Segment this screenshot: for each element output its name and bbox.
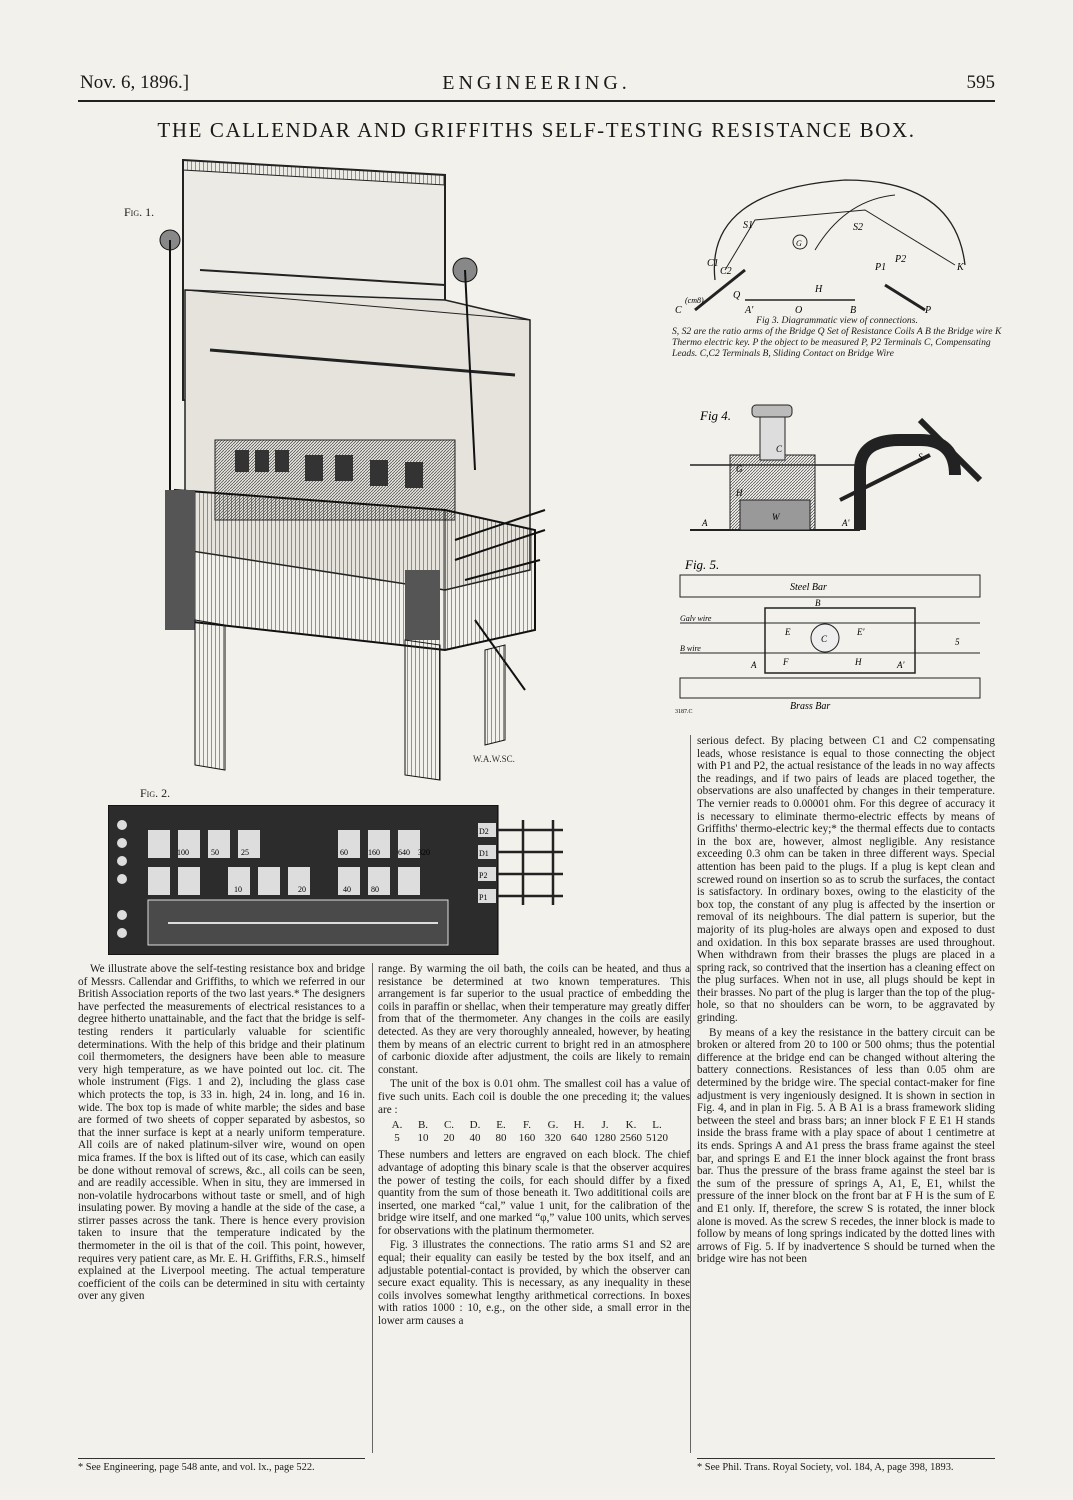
fig2-plug-640: 640 bbox=[398, 848, 410, 857]
fig3-diagram bbox=[665, 170, 1000, 315]
fig4-label-a: A bbox=[702, 518, 708, 528]
fig5-label-b: B bbox=[815, 598, 821, 608]
fig3-caption-body: S, S2 are the ratio arms of the Bridge Q Set of Resistance Coils A B the Bridge wire K Thermo electric key. P the object to be measured P, P2 Terminals C, Compensating Leads. C,C2 Terminals B, Sliding Contact on Bridge Wire bbox=[672, 326, 1002, 359]
fig4-label-w: W bbox=[772, 512, 780, 522]
coil-letter: H. bbox=[573, 1119, 585, 1132]
coil-letter: D. bbox=[469, 1119, 481, 1132]
fig3-label-cm8: (cm8) bbox=[685, 296, 704, 305]
fig2-term-p1: P1 bbox=[479, 893, 488, 902]
fig4-label-h: H bbox=[736, 488, 743, 498]
fig2-plug-160: 160 bbox=[368, 848, 380, 857]
coil-letters-row bbox=[384, 1119, 690, 1132]
fig2-plug-25: 25 bbox=[241, 848, 249, 857]
coil-letter: L. bbox=[652, 1119, 662, 1132]
fig5-label-h: H bbox=[855, 657, 862, 667]
coil-value: 80 bbox=[495, 1131, 507, 1144]
footnote-left: * See Engineering, page 548 ante, and vol. lx., page 522. bbox=[78, 1458, 365, 1474]
col1-para-1: We illustrate above the self-testing resistance box and bridge of Messrs. Callendar and Griffiths, to which we referred in our British Association reports of the two last years.* The designers have perfected the measurements of electrical resistances to a degree hitherto unattainable, and the fact that the bridge is self-testing renders it particularly valuable for scientific determinations. With the help of this bridge and their platinum coil thermometers, the designers have been able to measure very high temperature, as we have pointed out loc. cit. The whole instrument (Figs. 1 and 2), including the glass case which protects the top, is 33 in. high, 24 in. long, and 16 in. wide. The box top is made of white marble; the sides and base are formed of two sheets of copper separated by asbestos, so that the inner surface is kept at a nearly uniform temperature. All coils are of naked platinum-silver wire, wound on open mica frames. If the box is lifted out of its case, which can easily be done without removal of screws, &c., all coils can be seen, and are readily accessible. When in situ, they are immersed in non-volatile hydrocarbons without taste or smell, and of high insulating power. By moving a handle at the side of the case, a stirrer passes across the tank. There is hence every provision taken to insure that the temperature indicated by the thermometer in the oil is that of the coil. This point, however, requires very patient care, as Mr. E. H. Griffiths, F.R.S., himself explained at the Liverpool meeting. The actual temperature coefficient of the coils can be determined in situ with certainty over any given bbox=[78, 963, 365, 1303]
coil-letter: K. bbox=[625, 1119, 637, 1132]
coil-value: 320 bbox=[544, 1131, 562, 1144]
fig5-label-brass-bar: Brass Bar bbox=[790, 701, 831, 712]
fig2-term-d2: D2 bbox=[479, 827, 489, 836]
issue-date: Nov. 6, 1896.] bbox=[80, 72, 190, 93]
fig1-signature: W.A.W.SC. bbox=[473, 754, 515, 764]
fig4-label-a1: A' bbox=[842, 518, 850, 528]
fig4-label-c: C bbox=[776, 444, 783, 454]
footnote-right: * See Phil. Trans. Royal Society, vol. 184, A, page 398, 1893. bbox=[697, 1458, 995, 1474]
fig3-label-q: Q bbox=[733, 290, 741, 301]
fig5-caption: Fig. 5. bbox=[685, 557, 720, 572]
fig4-label-g: G bbox=[736, 464, 743, 474]
fig3-label-g: G bbox=[796, 239, 802, 248]
col2-para-3: These numbers and letters are engraved on each block. The chief advantage of adopting this binary scale is that the observer acquires the power of testing the coils, for each should differ by a fixed quantity from the sum of those beneath it. Two addititional coils are inserted, one marked “cal,” value 1 unit, for the calibration of the bridge wire itself, and one marked “φ,” value 100 units, which serves for observations with the platinum thermometer. bbox=[378, 1149, 690, 1237]
fig3-label-b: B bbox=[850, 305, 857, 315]
coil-value: 10 bbox=[417, 1131, 429, 1144]
fig2-plug-10: 10 bbox=[234, 885, 242, 894]
fig5-label-a: A bbox=[751, 660, 757, 670]
fig5-mark: 3187.C bbox=[675, 709, 693, 713]
fig2-plug-20: 20 bbox=[298, 885, 306, 894]
fig3-label-a: A' bbox=[745, 305, 754, 315]
fig2-plan-view bbox=[108, 805, 578, 955]
coil-letter: B. bbox=[417, 1119, 429, 1132]
fig1-illustration bbox=[155, 150, 575, 790]
col3-para-1: serious defect. By placing between C1 and C2 compensating leads, whose resistance is equal to those connecting the object with P1 and P2, the actual resistance of the leads in no way affects the readings, and if two pairs of leads are placed together, the observations are also unaffected by changes in their temperature. The vernier reads to 0.00001 ohm. For this degree of accuracy it is necessary to eliminate thermo-electric effects by means of Griffiths' thermo-electric key;* the thermal effects due to contacts in the box are, however, almost negligible. Any resistance exceeding 0.3 ohm can be taken in three different ways. Special attention has been paid to the plugs. If a plug is kept clean and screwed round on insertion so as to scrub the surfaces, the contact is satisfactory. In ordinary boxes, owing to the elasticity of the box top, the constant of any plug is affected by the insertion or removal of its neighbours. The dial pattern is superior, but the majority of its plug-holes are always open and exposed to dust and oxidation. In this box separate brasses are used throughout. When withdrawn from their brasses the plugs are placed in a spring rack, so contrived that the insertion has a cleaning effect on the plug surfaces. When not in use, all plugs should be kept in their brasses. No part of the plug is larger than the top of the plug-hole, so that no shoulders can be worn, to be aggravated by grinding. bbox=[697, 735, 995, 1025]
column-divider-1 bbox=[372, 963, 373, 1453]
fig3-caption-title: Fig 3. Diagrammatic view of connections. bbox=[756, 315, 918, 326]
fig3-label-c2: C2 bbox=[720, 266, 732, 277]
fig2-term-p2: P2 bbox=[479, 871, 488, 880]
column-1 bbox=[78, 963, 365, 1305]
article-title: THE CALLENDAR AND GRIFFITHS SELF-TESTING RESISTANCE BOX. bbox=[157, 118, 916, 142]
fig5-label-c: C bbox=[821, 634, 828, 644]
fig5-label-bwire: B wire bbox=[680, 644, 701, 653]
fig2-plug-50: 50 bbox=[211, 848, 219, 857]
fig3-label-p: P bbox=[925, 305, 932, 315]
page-number: 595 bbox=[966, 72, 995, 93]
fig2-plug-60: 60 bbox=[340, 848, 348, 857]
coil-values-table bbox=[384, 1119, 690, 1144]
col2-para-2: The unit of the box is 0.01 ohm. The smallest coil has a value of five such units. Each coil is double the one preceding it; the values are : bbox=[378, 1078, 690, 1116]
coil-letter: E. bbox=[496, 1119, 506, 1132]
coil-letter: J. bbox=[601, 1119, 609, 1132]
fig3-label-p2: P2 bbox=[895, 254, 907, 265]
coil-value: 20 bbox=[443, 1131, 455, 1144]
coil-value: 160 bbox=[518, 1131, 536, 1144]
col2-para-4: Fig. 3 illustrates the connections. The ratio arms S1 and S2 are equal; their equality can easily be tested by the box itself, and an adjustable potential-contact is provided, by which the observer can secure exact equality. This is necessary, as any inequality in these coils involves somewhat lengthy arithmetical corrections. In boxes with ratios 1000 : 10, e.g., on the other side, a small error in the lower arm causes a bbox=[378, 1239, 690, 1328]
coil-letter: F. bbox=[523, 1119, 531, 1132]
column-2 bbox=[378, 963, 690, 1330]
fig2-caption: Fig. 2. bbox=[140, 786, 171, 800]
fig3-label-k: K bbox=[957, 262, 964, 273]
fig3-label-c: C bbox=[675, 305, 682, 315]
fig1-caption: Fig. 1. bbox=[124, 205, 155, 219]
fig2-plug-40: 40 bbox=[343, 885, 351, 894]
fig5-label-e: E bbox=[785, 627, 791, 637]
coil-value: 1280 bbox=[594, 1131, 616, 1144]
fig5-label-galv: Galv wire bbox=[680, 614, 712, 623]
coil-value: 640 bbox=[570, 1131, 588, 1144]
coil-value: 5 bbox=[394, 1131, 400, 1144]
fig5-label-f: F bbox=[783, 657, 789, 667]
fig4-diagram bbox=[690, 400, 995, 540]
fig2-plug-320: 320 bbox=[418, 848, 430, 857]
col2-para-1: range. By warming the oil bath, the coils can be heated, and thus a resistance be determined at two known temperatures. This arrangement is far superior to the usual practice of embedding the coils in paraffin or shellac, when their temperature may greatly differ from that of the thermometer. Any changes in the coils are easily detected. As they are very thoroughly annealed, however, by heating them by means of an electric current to bright red in an atmosphere of carbonic dioxide after adjustment, the coils are likely to remain constant. bbox=[378, 963, 690, 1076]
fig4-label-s: S bbox=[918, 452, 923, 462]
fig3-caption bbox=[672, 315, 1002, 359]
coil-letter: A. bbox=[391, 1119, 403, 1132]
coil-letter: C. bbox=[443, 1119, 455, 1132]
fig3-label-h: H bbox=[815, 284, 823, 295]
coil-value: 5120 bbox=[646, 1131, 668, 1144]
coil-values-row bbox=[384, 1132, 690, 1145]
coil-value: 40 bbox=[469, 1131, 481, 1144]
fig5-label-steel-bar: Steel Bar bbox=[790, 582, 827, 593]
fig3-label-s2: S2 bbox=[853, 222, 863, 233]
fig5-diagram bbox=[675, 553, 995, 713]
coil-letter: G. bbox=[547, 1119, 559, 1132]
fig2-plug-100: 100 bbox=[177, 848, 189, 857]
fig3-label-o: O bbox=[795, 305, 803, 315]
coil-value: 2560 bbox=[620, 1131, 642, 1144]
col3-para-2: By means of a key the resistance in the battery circuit can be broken or altered from 20 to 100 or 500 ohms; thus the potential difference at the bridge end can be changed without altering the battery connections. Resistances of less than 0.05 ohm are determined by the bridge wire. The special contact-maker for fine adjustment is very ingeniously designed. It is shown in section in Fig. 4, and in plan in Fig. 5. A B A1 is a brass framework sliding between the steel and brass bars; an inner block F E E1 H stands inside the brass frame with a play space of about 1 centimetre at its ends. Springs A and A1 press the brass frame against the steel bar, and springs E and E1 the inner block against the front brass bar. Thus the pressure of the brass frame against the steel bar is the sum of the pressure of springs A, A1, E, E1, whilst the pressure of the inner block on the front bar at F H is the sum of E and E1 only. If, therefore, the screw S is rotated, the inner block alone is moved. As the screw S recedes, the inner block is made to follow by means of long springs indicated by the dotted lines with arrows of Fig. 5. If by inadvertence S should be turned when the bridge wire has not been bbox=[697, 1026, 995, 1266]
fig5-label-e1: E' bbox=[857, 627, 865, 637]
fig2-term-d1: D1 bbox=[479, 849, 489, 858]
fig5-label-a1: A' bbox=[897, 660, 905, 670]
fig3-label-p1: P1 bbox=[875, 262, 887, 273]
fig4-caption: Fig 4. bbox=[700, 408, 732, 423]
column-divider-2 bbox=[690, 735, 691, 1453]
fig3-label-c1: C1 bbox=[707, 258, 719, 269]
publication-title: ENGINEERING. bbox=[442, 72, 631, 94]
fig5-label-5: 5 bbox=[955, 637, 960, 647]
column-3 bbox=[697, 735, 995, 1268]
running-header bbox=[78, 70, 995, 102]
fig2-plug-80: 80 bbox=[371, 885, 379, 894]
fig3-label-s1: S1 bbox=[743, 220, 753, 231]
